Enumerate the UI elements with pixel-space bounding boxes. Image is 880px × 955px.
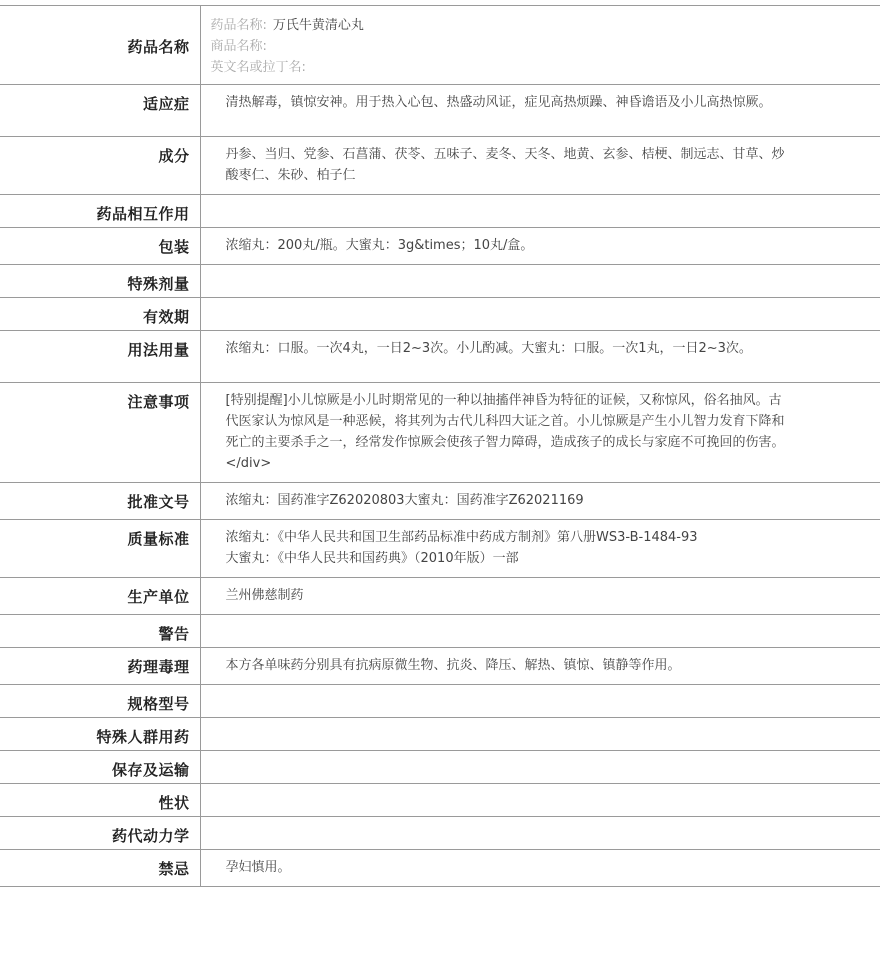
manufacturer-label: 生产单位 (0, 578, 200, 615)
row-approval (0, 483, 880, 520)
precautions-label: 注意事项 (0, 383, 200, 483)
row-specification (0, 685, 880, 718)
contraindications-value: 孕妇慎用。 (200, 850, 880, 887)
special-population-label: 特殊人群用药 (0, 718, 200, 751)
pharmacology-value: 本方各单味药分别具有抗病原微生物、抗炎、降压、解热、镇惊、镇静等作用。 (200, 648, 880, 685)
drug-name-values (200, 6, 880, 85)
contraindications-label: 禁忌 (0, 850, 200, 887)
trade-name-key: 商品名称: (210, 39, 267, 54)
ingredients-value: 丹参、当归、党参、石菖蒲、茯苓、五味子、麦冬、天冬、地黄、玄参、桔梗、制远志、甘草、炒酸枣仁、朱砂、柏子仁 (200, 137, 880, 195)
row-pharmacokinetics (0, 817, 880, 850)
specification-label: 规格型号 (0, 685, 200, 718)
row-indications (0, 85, 880, 137)
properties-value (200, 784, 880, 817)
properties-label: 性状 (0, 784, 200, 817)
manufacturer-value: 兰州佛慈制药 (200, 578, 880, 615)
validity-value (200, 298, 880, 331)
row-validity (0, 298, 880, 331)
special-dosage-value (200, 265, 880, 298)
row-pharmacology (0, 648, 880, 685)
row-warning (0, 615, 880, 648)
row-interactions (0, 195, 880, 228)
package-label: 包装 (0, 228, 200, 265)
storage-value (200, 751, 880, 784)
row-properties (0, 784, 880, 817)
generic-name-value: 万氏牛黄清心丸 (272, 18, 364, 33)
warning-value (200, 615, 880, 648)
generic-name-line (211, 15, 871, 36)
row-drug-name (0, 6, 880, 85)
drug-spec-sheet (0, 5, 880, 887)
row-special-dosage (0, 265, 880, 298)
trade-name-line (211, 36, 871, 57)
row-standard (0, 520, 880, 578)
interactions-value (200, 195, 880, 228)
pharmacology-label: 药理毒理 (0, 648, 200, 685)
row-contraindications (0, 850, 880, 887)
storage-label: 保存及运输 (0, 751, 200, 784)
validity-label: 有效期 (0, 298, 200, 331)
row-precautions (0, 383, 880, 483)
warning-label: 警告 (0, 615, 200, 648)
standard-label: 质量标准 (0, 520, 200, 578)
usage-value: 浓缩丸：口服。一次4丸，一日2~3次。小儿酌减。大蜜丸：口服。一次1丸，一日2~3次。 (200, 331, 880, 383)
row-manufacturer (0, 578, 880, 615)
approval-value: 浓缩丸：国药准字Z62020803大蜜丸：国药准字Z62021169 (200, 483, 880, 520)
interactions-label: 药品相互作用 (0, 195, 200, 228)
indications-label: 适应症 (0, 85, 200, 137)
row-storage (0, 751, 880, 784)
special-dosage-label: 特殊剂量 (0, 265, 200, 298)
row-package (0, 228, 880, 265)
approval-label: 批准文号 (0, 483, 200, 520)
row-special-population (0, 718, 880, 751)
specification-value (200, 685, 880, 718)
row-usage (0, 331, 880, 383)
standard-line-1: 浓缩丸：《中华人民共和国卫生部药品标准中药成方制剂》第八册WS3-B-1484-93 (225, 530, 698, 545)
precautions-value: [特别提醒]小儿惊厥是小儿时期常见的一种以抽搐伴神昏为特征的证候，又称惊风，俗名抽风。古代医家认为惊风是一种恶候，将其列为古代儿科四大证之首。小儿惊厥是产生小儿智力发育下降和死亡的主要杀手之一，经常发作惊厥会使孩子智力障碍，造成孩子的成长与家庭不可挽回的伤害。</div> (200, 383, 880, 483)
indications-value: 清热解毒，镇惊安神。用于热入心包、热盛动风证，症见高热烦躁、神昏谵语及小儿高热惊厥。 (200, 85, 880, 137)
drug-spec-table (0, 6, 880, 887)
ingredients-label: 成分 (0, 137, 200, 195)
package-value: 浓缩丸：200丸/瓶。大蜜丸：3g&times；10丸/盒。 (200, 228, 880, 265)
english-name-line (211, 57, 871, 78)
generic-name-key: 药品名称: (210, 18, 267, 33)
pharmacokinetics-value (200, 817, 880, 850)
row-ingredients (0, 137, 880, 195)
english-name-key: 英文名或拉丁名: (210, 60, 306, 75)
special-population-value (200, 718, 880, 751)
standard-value (200, 520, 880, 578)
drug-name-label: 药品名称 (0, 6, 200, 85)
standard-line-2: 大蜜丸：《中华人民共和国药典》（2010年版）一部 (225, 551, 519, 566)
pharmacokinetics-label: 药代动力学 (0, 817, 200, 850)
usage-label: 用法用量 (0, 331, 200, 383)
